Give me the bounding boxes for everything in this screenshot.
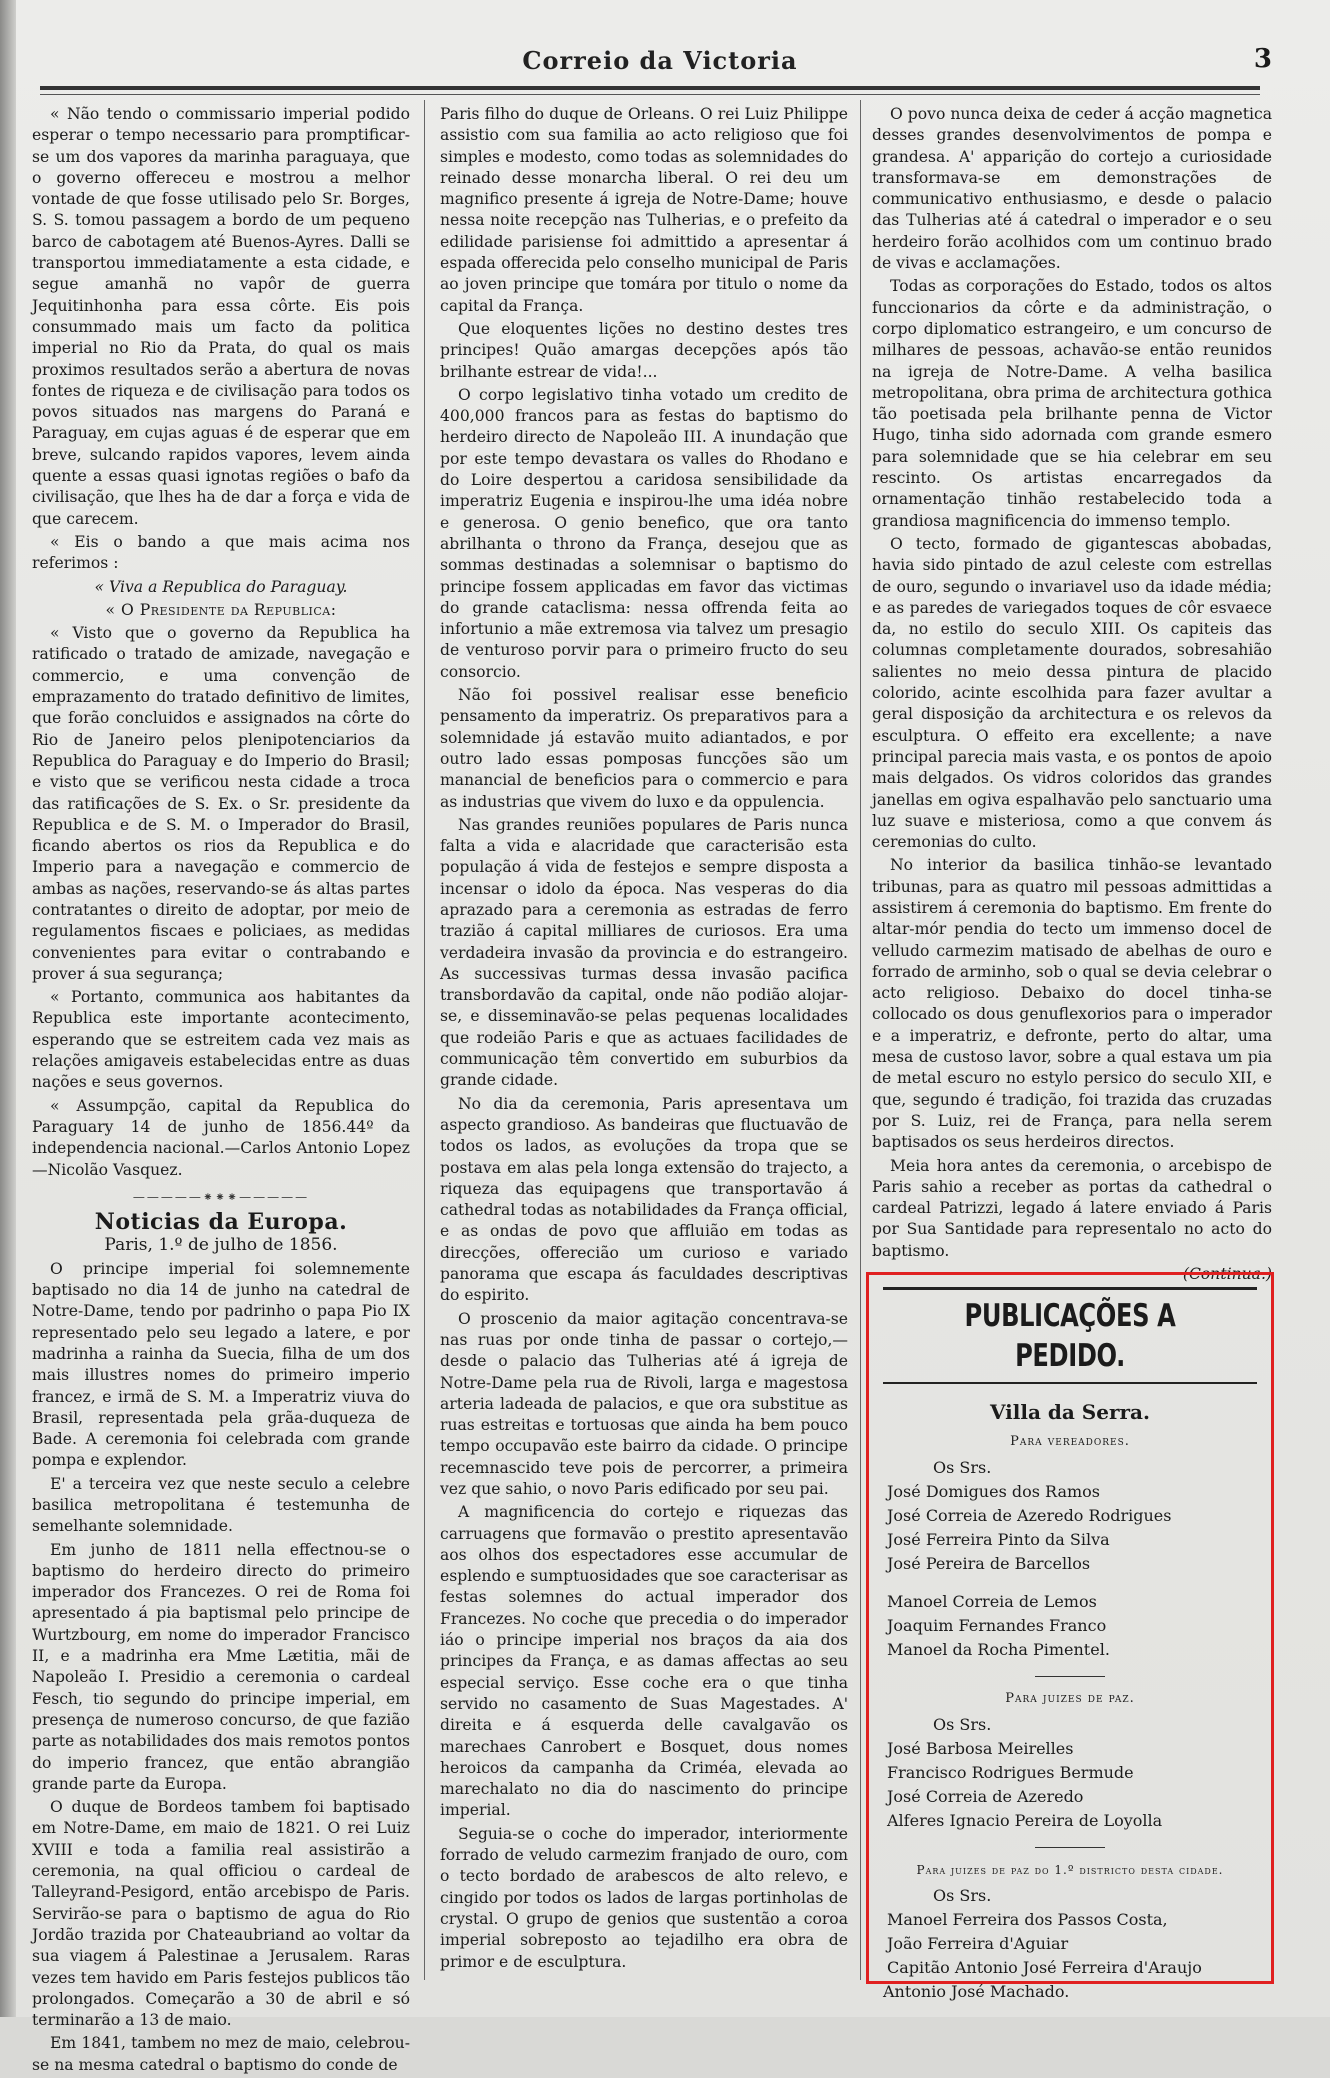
article-paragraph: O povo nunca deixa de ceder á acção magnetica desses grandes desenvolvimentos de pompa e grandesa. A' apparição do cortejo a curiosidade transformava-se em demonstrações de communicativo enthusiasmo, e desde o palacio das Tulherias até á catedral o imperador e o seu herdeiro forão acolhidos com um continuo brado de vivas e acclamações. xyxy=(872,105,1272,273)
candidate-name: Joaquim Fernandes Franco xyxy=(887,1616,1107,1635)
category-juizes: Para juizes de paz. xyxy=(1005,1691,1135,1706)
article-paragraph: Em 1841, tambem no mez de maio, celebrou-se na mesma catedral o baptismo do conde de xyxy=(32,2034,410,2074)
article-paragraph: « Assumpção, capital da Republica do Paraguary 14 de junho de 1856.44º da independencia nacional.—Carlos Antonio Lopez—Nicolão Vasquez. xyxy=(32,1096,410,1179)
os-srs-label: Os Srs. xyxy=(933,1458,992,1477)
article-paragraph: Meia hora antes da ceremonia, o arcebispo de Paris sahio a receber as portas da cathedral o cardeal Patrizzi, legado á latere enviado á Paris por Sua Santidade para representalo no acto do baptismo. xyxy=(872,1156,1272,1260)
section-title: Noticias da Europa. xyxy=(94,1209,348,1236)
article-paragraph: O proscenio da maior agitação concentrava-se nas ruas por onde tinha de passar o cortejo,—desde o palacio das Tulherias até á igreja de Notre-Dame pela rua de Rivoli, larga e magestosa arteria ladeada de palacios, e que ora substitue as ruas estreitas e tortuosas que ainda ha bem pouco tempo occupavão este bairro da cidade. O principe recemnascido teve pois de percorrer, a primeira vez que sahio, o novo Paris edificado por seu pai. xyxy=(440,1309,848,1498)
os-srs-label: Os Srs. xyxy=(933,1886,992,1905)
candidate-name: Manoel Ferreira dos Passos Costa, xyxy=(887,1910,1168,1929)
candidate-name: Alferes Ignacio Pereira de Loyolla xyxy=(887,1811,1163,1830)
heading-rule xyxy=(883,1382,1257,1384)
candidate-name: Antonio José Machado. xyxy=(883,1982,1070,2001)
candidate-name: José Correia de Azeredo xyxy=(887,1787,1084,1806)
place-title: Villa da Serra. xyxy=(990,1400,1150,1424)
article-paragraph: No interior da basilica tinhão-se levantado tribunas, para as quatro mil pessoas admittidas a assistirem á ceremonia do baptismo. Em frente do altar-mór pendia do tecto um immenso docel de velludo carmezim matisado de abelhas de ouro e forrado de arminho, sob o qual se devia celebrar o acto religioso. Debaixo do docel tinha-se collocado os dous genuflexorios para o imperador e a imperatriz, e defronte, perto do altar, uma mesa de custoso lavor, sobre a qual estava um pia de metal escuro no estylo persico do seculo XII, e que, segundo é tradição, foi trazida das cruzadas por S. Luiz, rei de França, para nella serem baptisados os seus herdeiros directos. xyxy=(872,856,1272,1152)
article-paragraph: O principe imperial foi solemnemente baptisado no dia 14 de junho na catedral de Notre-Dame, tendo por padrinho o papa Pio IX representado pelo seu legado a latere, e por madrinha a rainha da Suecia, filha de um dos mais illustres nomes do primeiro imperio francez, e irmã de S. M. a Imperatriz viuva do Brasil, representada pela grãa-duqueza de Bade. A ceremonia foi celebrada com grande pompa e explendor. xyxy=(32,1259,410,1470)
article-paragraph: Nas grandes reuniões populares de Paris nunca falta a vida e alacridade que caracterisão esta população á vida de festejos e sempre disposta a incensar o idolo da época. Nas vesperas do dia aprazado para a ceremonia as estradas de ferro trazião á capital milliares de curiosos. Era uma verdadeira invasão da provincia e do estrangeiro. As successivas turmas dessa invasão pacifica transbordavão da capital, onde não podião alojar-se, e disseminavão-se pelas pequenas localidades que rodeião Paris e que as actuaes facilidades de communicação têm convertido em suburbios da grande cidade. xyxy=(440,815,848,1090)
article-paragraph: « Visto que o governo da Republica ha ratificado o tratado de amizade, navegação e commercio, e uma convenção de emprazamento do tratado definitivo de limites, que forão concluidos e assignados na côrte do Rio de Janeiro pelos plenipotenciarios da Republica do Paraguay e do Imperio do Brasil; e visto que se verificou nesta cidade a troca das ratificações de S. Ex. o Sr. presidente da Republica e de S. M. o Imperador do Brasil, ficando abertos os rios da Republica e do Imperio para a navegação e commercio de ambas as nações, reservando-se ás altas partes contratantes o direito de adoptar, por meio de regulamentos fiscaes e policiaes, as medidas convenientes para evitar o contrabando e prover á sua segurança; xyxy=(32,624,410,983)
separator-rule xyxy=(1035,1847,1105,1848)
article-paragraph: A magnificencia do cortejo e riquezas das carruagens que formavão o prestito apresentavão aos olhos dos espectadores esse accumular de esplendo e sumptuosidades que soe caracterisar as festas solemnes do actual imperador dos Francezes. No coche que precedia o do imperador iáo o principe imperial nos braços da aia dos principes da França, e as damas affectas ao seu especial serviço. Esse coche era o que tinha servido no casamento de Suas Magestades. A' direita e á esquerda delle cavalgavão os marechaes Canrobert e Bosquet, dous nomes heroicos da campanha da Criméa, elevada ao marechalato no dia do nascimento do principe imperial. xyxy=(440,1503,848,1820)
column-3 xyxy=(872,104,1272,1287)
article-paragraph: « Eis o bando a que mais acima nos referimos : xyxy=(32,532,410,573)
column-2 xyxy=(440,104,848,1975)
publicacoes-section xyxy=(883,1287,1257,2004)
article-paragraph: E' a terceira vez que neste seculo a celebre basilica metropolitana é testemunha de semelhante solemnidade. xyxy=(32,1474,410,1536)
article-paragraph: « O Presidente da Republica: xyxy=(105,600,337,619)
column-divider-1 xyxy=(424,100,425,1980)
candidate-name: Manoel Correia de Lemos xyxy=(887,1592,1097,1611)
article-paragraph: « Viva a Republica do Paraguay. xyxy=(94,577,348,596)
article-paragraph: Seguia-se o coche do imperador, interiormente forrado de veludo carmezim franjado de ouro, com o tecto bordado de arabescos de alto relevo, e cingido por todos os lados de largas portinholas de crystal. O grupo de genios que sustentão a coroa imperial sobreposto ao tejadilho era obra de primor e de esculptura. xyxy=(440,1824,848,1971)
candidate-name: José Ferreira Pinto da Silva xyxy=(887,1530,1110,1549)
page-binding-edge xyxy=(0,0,16,2017)
article-paragraph: O duque de Bordeos tambem foi baptisado em Notre-Dame, em maio de 1821. O rei Luiz XVIII e toda a familia real assistirão a ceremonia, na qual officiou o cardeal de Talleyrand-Pesigord, então arcebispo de Paris. Servirão-se para o baptismo de agua do Rio Jordão trazida por Chateaubriand ao voltar da sua viagem á Palestinae a Jerusalem. Raras vezes tem havido em Paris festejos publicos tão prolongados. Começarão a 30 de abril e só terminarão a 13 de maio. xyxy=(32,1798,410,2030)
column-1 xyxy=(32,104,410,2078)
article-paragraph: O tecto, formado de gigantescas abobadas, havia sido pintado de azul celeste com estrellas de ouro, segundo o invariavel uso da idade média; e as paredes de variegados toques de côr esvaece da, no estilo do seculo XIII. Os capiteis das columnas completamente dourados, sobresahião salientes no meio dessa pintura de placido colorido, acinte escolhida para fazer avultar a geral disposição da architectura e os relevos da esculptura. O effeito era excellente; a nave principal parecia mais vasta, e os pontos de apoio mais delgados. Os vidros coloridos das grandes janellas em ogiva espalhavão pelo sanctuario uma luz suave e misteriosa, como a que convem ás ceremonias do culto. xyxy=(872,534,1272,852)
category-vereadores: Para vereadores. xyxy=(1010,1434,1130,1449)
page-header xyxy=(40,38,1280,78)
candidate-name: Francisco Rodrigues Bermude xyxy=(887,1763,1134,1782)
candidate-name: Manoel da Rocha Pimentel. xyxy=(887,1640,1110,1659)
article-paragraph: Não foi possivel realisar esse beneficio pensamento da imperatriz. Os preparativos para a solemnidade já estavão muito adiantados, e por outro lado essas pomposas funcções são um manancial de beneficios para o commercio e para as industrias que vivem do luxo e da oppulencia. xyxy=(440,686,848,811)
article-paragraph: Em junho de 1811 nella effectnou-se o baptismo do herdeiro directo do primeiro imperador dos Francezes. O rei de Roma foi apresentado á pia baptismal pelo principe de Wurtzbourg, em nome do imperador Francisco II, e a madrinha era Mme Lætitia, mãi de Napoleão I. Presidio a ceremonia o cardeal Fesch, tio segundo do principe imperial, em presença de numeroso concurso, de que fazião parte as notabilidades dos mais remotos pontos do imperio francez, que então abrangião grande parte da Europa. xyxy=(32,1540,410,1793)
header-rule-thin xyxy=(40,94,1260,95)
separator-rule xyxy=(1035,1676,1105,1677)
section-ornament: —————⁕⁕⁕————— xyxy=(132,1189,310,1204)
candidate-name: João Ferreira d'Aguiar xyxy=(887,1934,1069,1953)
article-paragraph: Todas as corporações do Estado, todos os altos funccionarios da côrte e da administração, o corpo diplomatico estrangeiro, e um concurso de milhares de pessoas, achavão-se então reunidos na igreja de Notre-Dame. A velha basilica metropolitana, obra prima de architectura gothica tão poetisada pela brilhante penna de Victor Hugo, tinha sido adornada com grande esmero para solemnidade que se hia celebrar em seu rescinto. Os artistas encarregados da ornamentação tinhão restabelecido toda a grandiosa magnificencia do immenso templo. xyxy=(872,277,1272,530)
candidate-name: José Domigues dos Ramos xyxy=(887,1482,1101,1501)
category-distrito: Para juizes de paz do 1.º districto desta cidade. xyxy=(916,1863,1224,1877)
dateline: Paris, 1.º de julho de 1856. xyxy=(104,1235,338,1256)
column-divider-2 xyxy=(860,100,861,1980)
continued-note: (Continua.) xyxy=(1182,1265,1272,1284)
candidate-name: José Barbosa Meirelles xyxy=(887,1739,1074,1758)
heading-rule xyxy=(883,1287,1257,1290)
os-srs-label: Os Srs. xyxy=(933,1715,992,1734)
article-paragraph: Paris filho do duque de Orleans. O rei Luiz Philippe assistio com sua familia ao acto religioso que foi simples e modesto, como todas as solemnidades do reinado desse monarcha liberal. O rei deu um magnifico presente á igreja de Notre-Dame; houve nessa noite recepção nas Tulherias, e o prefeito da edilidade parisiense foi admittido a apresentar á espada offerecida pelo conselho municipal de Paris ao joven principe que tomára por titulo o nome da capital da França. xyxy=(440,105,848,315)
newspaper-title: Correio da Victoria xyxy=(522,46,798,75)
article-paragraph: O corpo legislativo tinha votado um credito de 400,000 francos para as festas do baptismo do herdeiro directo de Napoleão III. A inundação que por este tempo devastara os valles do Rhodano e do Loire despertou a caridosa sensibilidade da imperatriz Eugenia e inspirou-lhe uma idéa nobre e generosa. O genio benefico, que ora tanto abrilhanta o throno da França, desejou que as sommas destinadas a solemnisar o baptismo do principe fossem applicadas em favor das victimas do grande cataclisma: nessa offrenda feita ao infortunio a mãe extremosa via talvez um presagio de venturoso porvir para o primeiro fructo do seu consorcio. xyxy=(440,385,848,681)
candidate-name: José Pereira de Barcellos xyxy=(887,1554,1091,1573)
article-paragraph: « Portanto, communica aos habitantes da Republica este importante acontecimento, esperando que se estreitem cada vez mais as relações amigaveis estabelecidas entre as duas nações e seus governos. xyxy=(32,988,410,1092)
publicacoes-highlight-box xyxy=(866,1272,1274,2001)
candidate-name: José Correia de Azeredo Rodrigues xyxy=(887,1506,1172,1525)
article-paragraph: Que eloquentes lições no destino destes tres principes! Quão amargas decepções após tão brilhante estrear de vida!... xyxy=(440,319,848,381)
page-number: 3 xyxy=(1253,44,1272,74)
article-paragraph: « Não tendo o commissario imperial podido esperar o tempo necessario para promptificar-se um dos vapores da marinha paraguaya, que o governo offereceu e mostrou a melhor vontade de que fosse utilisado pelo Sr. Borges, S. S. tomou passagem a bordo de um pequeno barco de cabotagem até Buenos-Ayres. Dalli se transportou immediatamente a esta cidade, e segue amanhã no vapôr de guerra Jequitinhonha para essa côrte. Eis pois consummado mais um facto da politica imperial no Rio da Prata, do qual os mais proximos resultados serão a abertura de novas fontes de riqueza e de civilisação para todos os povos situados nas margens do Paraná e Paraguay, em cujas aguas é de esperar que em breve, sulcando rapidos vapores, levem ainda quente a essas quasi ignotas regiões o bafo da civilisação, que lhes ha de dar a força e vida de que carecem. xyxy=(32,105,410,528)
article-paragraph: No dia da ceremonia, Paris apresentava um aspecto grandioso. As bandeiras que fluctuavão de todos os lados, as evoluções da tropa que se postava em alas pela longa extensão do trajecto, a riqueza das equipagens que transportavão á cathedral todas as notabilidades da França official, e as ondas de povo que affluião em todas as direcções, offerecião um curioso e variado panorama que escapa ás faculdades descriptivas do espirito. xyxy=(440,1094,848,1305)
header-rule-thick xyxy=(40,86,1260,90)
candidate-name: Capitão Antonio José Ferreira d'Araujo xyxy=(887,1958,1202,1977)
publicacoes-heading: PUBLICAÇÕES A PEDIDO. xyxy=(964,1298,1176,1374)
